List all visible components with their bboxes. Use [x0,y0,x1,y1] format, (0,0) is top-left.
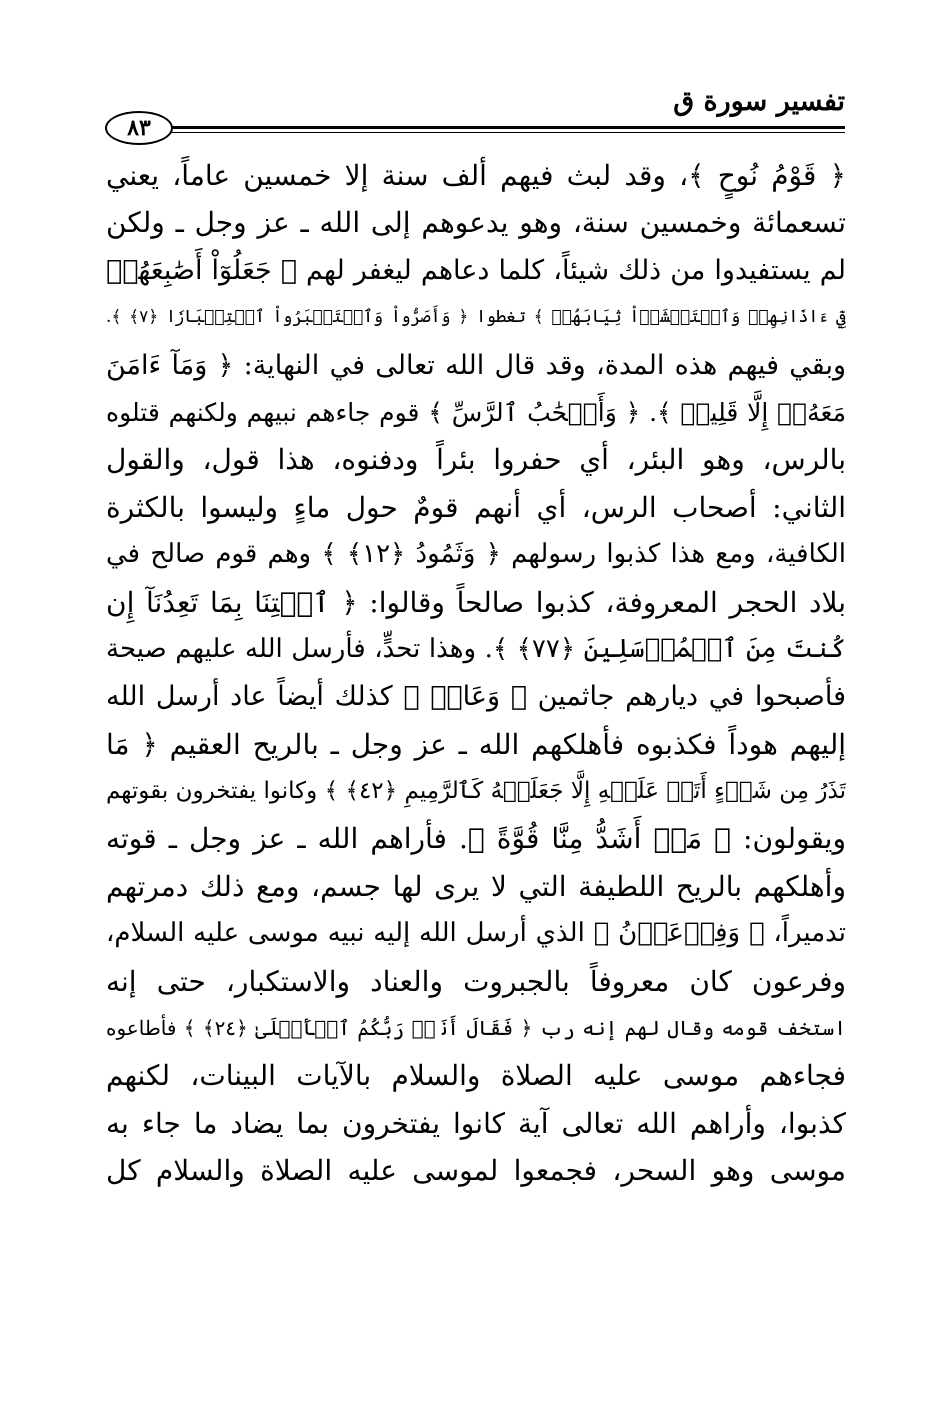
text-line: تَذَرُ مِن شَيۡءٍ أَتَتۡ عَلَيۡهِ إِلَّا جَعَلَتۡهُ كَٱلرَّمِيمِ ﴿٤٢﴾ ﴾ وكانوا يفتخرون بقوتهم [106,778,846,805]
text-line: وأهلكهم بالريح اللطيفة التي لا يرى لها جسم، ومع ذلك دمرتهم [106,869,846,903]
header-rule-thin [160,132,845,133]
text-line: كذبوا، وأراهم الله تعالى آية كانوا يفتخرون بما يضاد ما جاء به [106,1106,846,1140]
page-header [105,80,845,144]
text-line: لم يستفيدوا من ذلك شيئاً، كلما دعاهم ليغفر لهم ﴿ جَعَلُوٓاْ أَصَٰبِعَهُمۡ [106,254,846,286]
text-line: وفرعون كان معروفاً بالجبروت والعناد والاستكبار، حتى إنه [106,964,846,998]
text-line: فجاءهم موسى عليه الصلاة والسلام بالآيات البينات، لكنهم [106,1059,846,1093]
text-line: فأصبحوا في ديارهم جاثمين ﴿ وَعَادٞ ﴾ كذلك أيضاً عاد أرسل الله [106,681,846,713]
text-line: الثاني: أصحاب الرس، أي أنهم قومٌ حول ماءٍ وليسوا بالكثرة [106,490,846,524]
text-line: ﴿ قَوْمُ نُوحٍ ﴾، وقد لبث فيهم ألف سنة إلا خمسين عاماً، يعني [106,159,846,192]
body-text [106,152,846,1195]
header-rule-thick [160,126,845,129]
text-line: وبقي فيهم هذه المدة، وقد قال الله تعالى في النهاية: ﴿ وَمَآ ءَامَنَ [106,349,846,381]
text-line: موسى وهو السحر، فجمعوا لموسى عليه الصلاة والسلام كل [106,1154,846,1188]
page-number: ٨٣ [105,111,173,145]
text-line: بالرس، وهو البئر، أي حفروا بئراً ودفنوه، هذا قول، والقول [106,443,846,477]
text-line: فِيٓ ءَاذَانِهِمۡ وَٱسۡتَغۡشَوۡاْ ثِيَابَهُمۡ ﴾ تغطوا ﴿ وَأَصَرُّواْ وَٱسۡتَكۡبَرُواْ ٱسۡتِكۡبَارٗا ﴿٧﴾ ﴾. [106,307,846,328]
text-line: كُنتَ مِنَ ٱلۡمُرۡسَلِينَ ﴿٧٧﴾ ﴾. وهذا تحدٍّ، فأرسل الله عليهم صيحة [106,633,846,664]
text-line: تسعمائة وخمسين سنة، وهو يدعوهم إلى الله ـ عز وجل ـ ولكن [106,206,846,240]
text-line: مَعَهُۥٓ إِلَّا قَلِيلٞ ﴾. ﴿ وَأَصۡحَٰبُ ٱلرَّسِّ ﴾ قوم جاءهم نبيهم ولكنهم قتلوه [106,397,846,427]
running-title: تفسير سورة ق [673,86,845,117]
text-line: بلاد الحجر المعروفة، كذبوا صالحاً وقالوا: ﴿ ٱئۡتِنَا بِمَا تَعِدُنَآ إِن [106,585,846,619]
text-line: ويقولون: ﴿ مَنۡ أَشَدُّ مِنَّا قُوَّةً ﴾. فأراهم الله ـ عز وجل ـ قوته [106,822,846,856]
text-line: استخف قومه وقال لهم إنه رب ﴿ فَقَالَ أَنَا۠ رَبُّكُمُ ٱلۡأَعۡلَىٰ ﴿٢٤﴾ ﴾ فأطاعوه [106,1016,846,1041]
text-line: إليهم هوداً فكذبوه فأهلكهم الله ـ عز وجل ـ بالريح العقيم ﴿ مَا [106,727,846,761]
text-line: الكافية، ومع هذا كذبوا رسولهم ﴿ وَثَمُودُ ﴿١٢﴾ ﴾ وهم قوم صالح في [106,539,846,570]
text-line: تدميراً، ﴿ وَفِرۡعَوۡنُ ﴾ الذي أرسل الله إليه نبيه موسى عليه السلام، [106,918,846,949]
